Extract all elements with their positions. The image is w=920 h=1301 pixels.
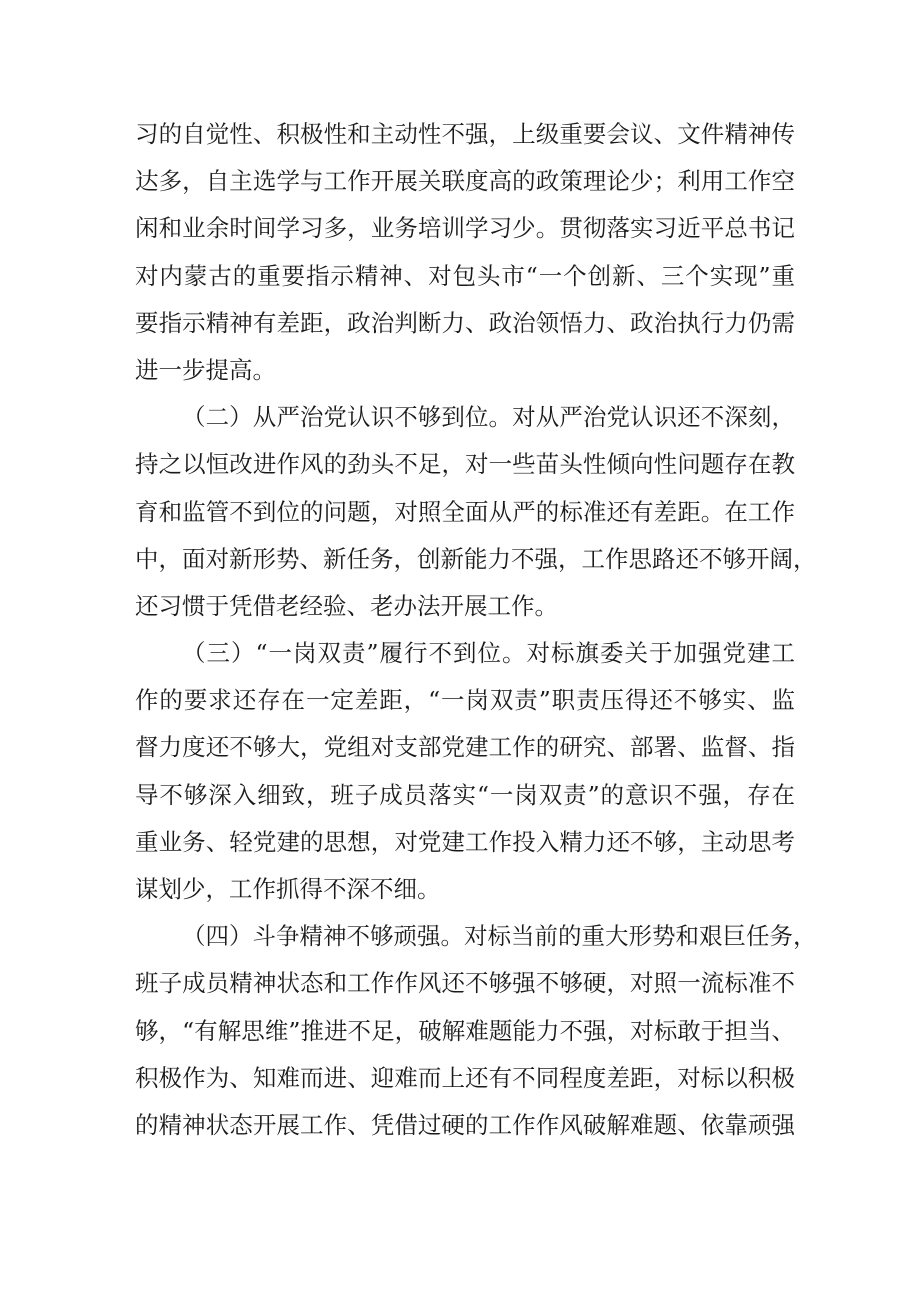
text-line: 谋划少，工作抓得不深不细。 bbox=[135, 875, 441, 903]
text-line: 督力度还不够大，党组对支部党建工作的研究、部署、监督、指 bbox=[135, 733, 795, 762]
text-line: 对内蒙古的重要指示精神、对包头市“一个创新、三个实现”重 bbox=[135, 261, 795, 290]
text-line: 够，“有解思维”推进不足，破解难题能力不强，对标敢于担当、 bbox=[135, 1016, 795, 1045]
section-heading-line: （四）斗争精神不够顽强。对标当前的重大形势和艰巨任务， bbox=[182, 922, 817, 951]
text-line: 持之以恒改进作风的劲头不足，对一些苗头性倾向性问题存在教 bbox=[135, 450, 795, 479]
text-line: 班子成员精神状态和工作作风还不够强不够硬，对照一流标准不 bbox=[135, 969, 795, 998]
text-line: 作的要求还存在一定差距，“一岗双责”职责压得还不够实、监 bbox=[135, 686, 795, 715]
text-line: 重业务、轻党建的思想，对党建工作投入精力还不够，主动思考 bbox=[135, 827, 795, 856]
text-line: 达多，自主选学与工作开展关联度高的政策理论少；利用工作空 bbox=[135, 167, 795, 196]
text-line: 中，面对新形势、新任务，创新能力不强，工作思路还不够开阔， bbox=[135, 544, 817, 573]
section-heading-line: （二）从严治党认识不够到位。对从严治党认识还不深刻， bbox=[182, 403, 795, 432]
text-line: 的精神状态开展工作、凭借过硬的工作作风破解难题、依靠顽强 bbox=[135, 1110, 795, 1139]
text-line: 要指示精神有差距，政治判断力、政治领悟力、政治执行力仍需 bbox=[135, 308, 795, 337]
document-body bbox=[135, 111, 817, 1149]
text-line: 进一步提高。 bbox=[135, 355, 276, 384]
text-line: 育和监管不到位的问题，对照全面从严的标准还有差距。在工作 bbox=[135, 497, 795, 526]
text-line: 还习惯于凭借老经验、老办法开展工作。 bbox=[135, 591, 558, 620]
text-line: 习的自觉性、积极性和主动性不强，上级重要会议、文件精神传 bbox=[135, 120, 795, 148]
text-line: 积极作为、知难而进、迎难而上还有不同程度差距，对标以积极 bbox=[135, 1063, 795, 1092]
text-line: 导不够深入细致，班子成员落实“一岗双责”的意识不强，存在 bbox=[135, 780, 795, 809]
section-heading-line: （三）“一岗双责”履行不到位。对标旗委关于加强党建工 bbox=[182, 639, 795, 668]
text-line: 闲和业余时间学习多，业务培训学习少。贯彻落实习近平总书记 bbox=[135, 214, 795, 243]
